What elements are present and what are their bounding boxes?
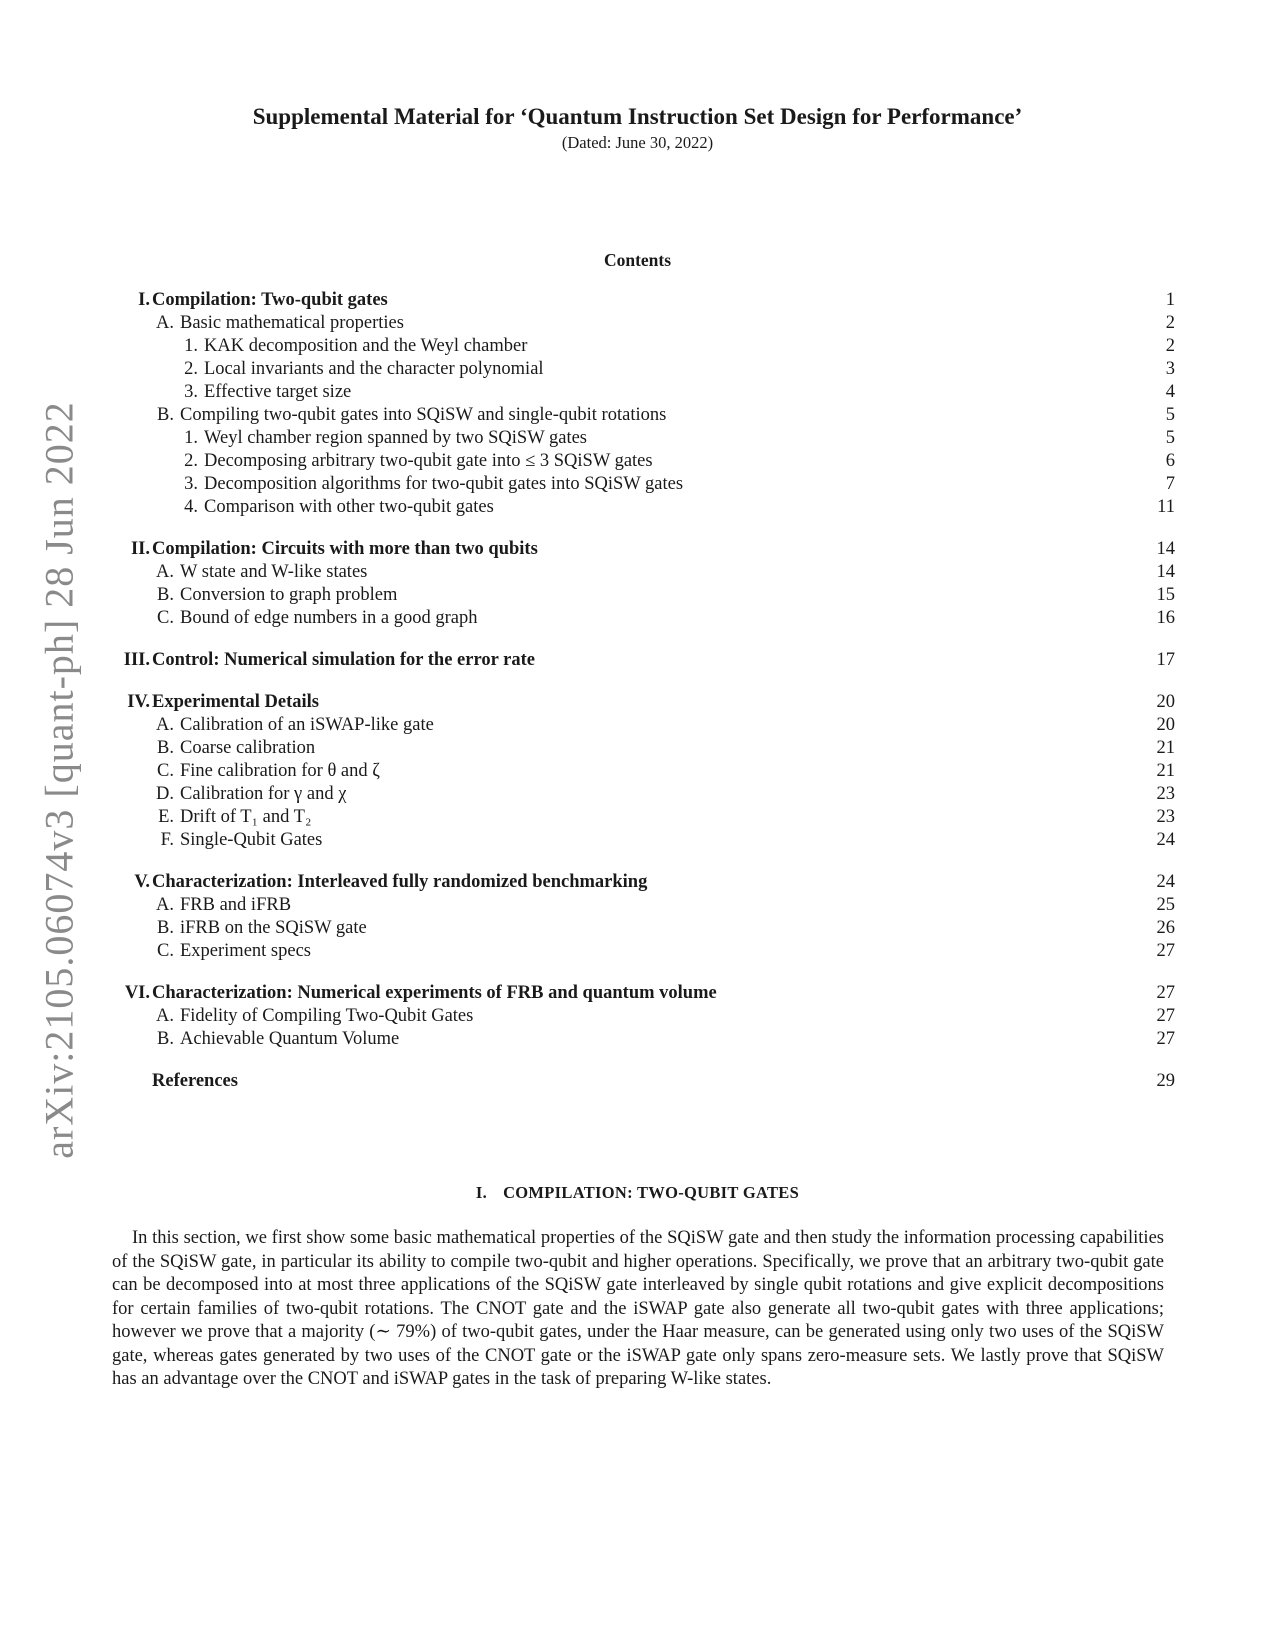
toc-entry-page: 24: [1156, 872, 1175, 892]
toc-entry[interactable]: [0, 981, 1275, 1005]
toc-entry-label[interactable]: Experimental Details: [152, 692, 319, 712]
toc-entry[interactable]: [0, 495, 1275, 519]
toc-entry-page: 21: [1156, 738, 1175, 758]
toc-entry-page: 3: [1165, 359, 1175, 379]
toc-entry-number: F.: [160, 830, 174, 850]
section-number: I.: [475, 1183, 488, 1202]
toc-entry-number: C.: [157, 941, 174, 961]
toc-entry-page: 2: [1165, 336, 1175, 356]
toc-entry-page: 5: [1165, 428, 1175, 448]
toc-entry-number: 4.: [184, 497, 198, 517]
toc-entry-label[interactable]: W state and W-like states: [180, 562, 368, 582]
toc-entry-number: A.: [156, 1006, 174, 1026]
toc-entry-page: 15: [1156, 585, 1175, 605]
toc-entry[interactable]: [0, 537, 1275, 561]
toc-entry-label[interactable]: Bound of edge numbers in a good graph: [180, 608, 478, 628]
toc-entry[interactable]: [0, 311, 1275, 335]
toc-entry[interactable]: [0, 939, 1275, 963]
toc-entry-number: IV.: [127, 692, 150, 712]
toc-entry-label[interactable]: iFRB on the SQiSW gate: [180, 918, 367, 938]
toc-entry-page: 2: [1165, 313, 1175, 333]
toc-entry[interactable]: [0, 380, 1275, 404]
toc-entry-number: E.: [158, 807, 174, 827]
toc-entry-label[interactable]: KAK decomposition and the Weyl chamber: [204, 336, 528, 356]
toc-entry-label[interactable]: Weyl chamber region spanned by two SQiSW gates: [204, 428, 587, 448]
toc-entry-label[interactable]: Conversion to graph problem: [180, 585, 398, 605]
toc-entry[interactable]: [0, 870, 1275, 894]
toc-entry-label[interactable]: FRB and iFRB: [180, 895, 292, 915]
toc-entry[interactable]: [0, 583, 1275, 607]
toc-entry[interactable]: [0, 357, 1275, 381]
toc-entry-number: A.: [156, 313, 174, 333]
toc-entry-number: B.: [157, 738, 174, 758]
toc-entry-label[interactable]: References: [152, 1071, 238, 1091]
toc-entry-number: C.: [157, 761, 174, 781]
toc-entry-page: 26: [1156, 918, 1175, 938]
toc-entry[interactable]: [0, 334, 1275, 358]
toc-entry-page: 27: [1156, 1029, 1175, 1049]
toc-entry-page: 20: [1156, 715, 1175, 735]
toc-entry[interactable]: [0, 606, 1275, 630]
toc-entry[interactable]: [0, 449, 1275, 473]
toc-entry-page: 16: [1156, 608, 1175, 628]
toc-entry-page: 14: [1156, 539, 1175, 559]
toc-entry-page: 23: [1156, 807, 1175, 827]
toc-entry-label[interactable]: Decomposition algorithms for two-qubit gates into SQiSW gates: [204, 474, 684, 494]
toc-entry-label[interactable]: Characterization: Numerical experiments of FRB and quantum volume: [152, 983, 717, 1003]
toc-entry-page: 11: [1157, 497, 1175, 517]
toc-entry-number: C.: [157, 608, 174, 628]
toc-entry[interactable]: [0, 648, 1275, 672]
toc-entry-label[interactable]: Local invariants and the character polynomial: [204, 359, 544, 379]
toc-entry-page: 25: [1156, 895, 1175, 915]
toc-entry[interactable]: [0, 288, 1275, 312]
toc-entry-number: I.: [138, 290, 150, 310]
paper-title: Supplemental Material for ‘Quantum Instruction Set Design for Performance’: [252, 104, 1023, 129]
toc-entry-label[interactable]: Control: Numerical simulation for the error rate: [152, 650, 535, 670]
toc-entry-label[interactable]: Drift of T₁ and T₂: [180, 807, 312, 827]
toc-entry[interactable]: [0, 472, 1275, 496]
toc-entry[interactable]: [0, 1027, 1275, 1051]
toc-entry-page: 5: [1165, 405, 1175, 425]
toc-entry-label[interactable]: Calibration for γ and χ: [180, 784, 347, 804]
toc-entry-label[interactable]: Calibration of an iSWAP-like gate: [180, 715, 434, 735]
toc-entry[interactable]: [0, 1004, 1275, 1028]
toc-entry[interactable]: [0, 713, 1275, 737]
toc-entry-label[interactable]: Effective target size: [204, 382, 352, 402]
toc-entry-number: V.: [134, 872, 150, 892]
toc-entry[interactable]: [0, 893, 1275, 917]
toc-entry-number: B.: [157, 1029, 174, 1049]
toc-entry-label[interactable]: Compiling two-qubit gates into SQiSW and single-qubit rotations: [180, 405, 667, 425]
toc-entry-number: D.: [156, 784, 174, 804]
toc-entry-label[interactable]: Basic mathematical properties: [180, 313, 404, 333]
toc-entry-number: B.: [157, 918, 174, 938]
toc-entry-label[interactable]: Experiment specs: [180, 941, 311, 961]
toc-entry-label[interactable]: Achievable Quantum Volume: [180, 1029, 400, 1049]
toc-entry-number: B.: [157, 405, 174, 425]
toc-entry-label[interactable]: Single-Qubit Gates: [180, 830, 323, 850]
toc-entry-page: 20: [1156, 692, 1175, 712]
toc-entry-number: A.: [156, 895, 174, 915]
toc-entry[interactable]: [0, 426, 1275, 450]
toc-entry-page: 7: [1165, 474, 1175, 494]
toc-entry-number: 2.: [184, 359, 198, 379]
toc-entry[interactable]: [0, 1069, 1275, 1093]
toc-entry[interactable]: [0, 690, 1275, 714]
toc-entry[interactable]: [0, 828, 1275, 852]
arxiv-identifier: arXiv:2105.06074v3 [quant-ph] 28 Jun 2022: [36, 401, 82, 1159]
toc-entry-page: 4: [1165, 382, 1175, 402]
paper-date: (Dated: June 30, 2022): [561, 133, 714, 152]
toc-entry-number: III.: [123, 650, 150, 670]
toc-entry-page: 27: [1156, 941, 1175, 961]
toc-entry-page: 1: [1165, 290, 1175, 310]
toc-entry-label[interactable]: Fine calibration for θ and ζ: [180, 761, 380, 781]
toc-entry-page: 14: [1156, 562, 1175, 582]
toc-entry-page: 17: [1156, 650, 1175, 670]
toc-entry-page: 6: [1165, 451, 1175, 471]
toc-entry-page: 27: [1156, 1006, 1175, 1026]
toc-entry-label[interactable]: Coarse calibration: [180, 738, 316, 758]
toc-entry[interactable]: [0, 560, 1275, 584]
toc-entry-label[interactable]: Characterization: Interleaved fully randomized benchmarking: [152, 872, 648, 892]
toc-entry-number: 1.: [184, 428, 198, 448]
toc-entry-number: 2.: [184, 451, 198, 471]
toc-entry-number: 3.: [184, 382, 198, 402]
toc-entry[interactable]: [0, 759, 1275, 783]
toc-entry-label[interactable]: Comparison with other two-qubit gates: [204, 497, 494, 517]
toc-entry[interactable]: [0, 805, 1275, 829]
toc-entry-label[interactable]: Compilation: Two-qubit gates: [152, 290, 388, 310]
section-heading: [0, 1183, 1275, 1203]
section-title: COMPILATION: TWO-QUBIT GATES: [503, 1183, 800, 1202]
contents-heading: Contents: [603, 250, 672, 270]
toc-entry-number: A.: [156, 715, 174, 735]
toc-entry-page: 27: [1156, 983, 1175, 1003]
toc-entry-label[interactable]: Compilation: Circuits with more than two qubits: [152, 539, 538, 559]
toc-entry-number: VI.: [124, 983, 150, 1003]
toc-entry-label[interactable]: Decomposing arbitrary two-qubit gate into ≤ 3 SQiSW gates: [204, 451, 653, 471]
toc-entry-number: A.: [156, 562, 174, 582]
toc-entry-number: B.: [157, 585, 174, 605]
toc-entry-number: 1.: [184, 336, 198, 356]
section-paragraph: In this section, we first show some basic mathematical properties of the SQiSW gate and then study the information processing capabilities of the SQiSW gate, in particular its ability to compile two-qubit and higher operations. Specifically, we prove that an arbitrary two-qubit gate can be decomposed into at most three applications of the SQiSW gate interleaved by single qubit rotations and give explicit decompositions for certain families of two-qubit rotations. The CNOT gate and the iSWAP gate also generate all two-qubit gates with three applications; however we prove that a majority (∼ 79%) of two-qubit gates, under the Haar measure, can be generated using only two uses of the SQiSW gate, whereas gates generated by two uses of the CNOT gate or the iSWAP gate only spans zero-measure sets. We lastly prove that SQiSW has an advantage over the CNOT and iSWAP gates in the task of preparing W-like states.: [112, 1228, 1164, 1389]
toc-entry-page: 24: [1156, 830, 1175, 850]
toc-entry[interactable]: [0, 736, 1275, 760]
toc-entry-page: 23: [1156, 784, 1175, 804]
toc-entry-page: 29: [1156, 1071, 1175, 1091]
toc-entry-number: II.: [130, 539, 150, 559]
toc-entry-page: 21: [1156, 761, 1175, 781]
toc-entry[interactable]: [0, 916, 1275, 940]
toc-entry-label[interactable]: Fidelity of Compiling Two-Qubit Gates: [180, 1006, 474, 1026]
toc-entry[interactable]: [0, 403, 1275, 427]
toc-entry[interactable]: [0, 782, 1275, 806]
toc-entry-number: 3.: [184, 474, 198, 494]
